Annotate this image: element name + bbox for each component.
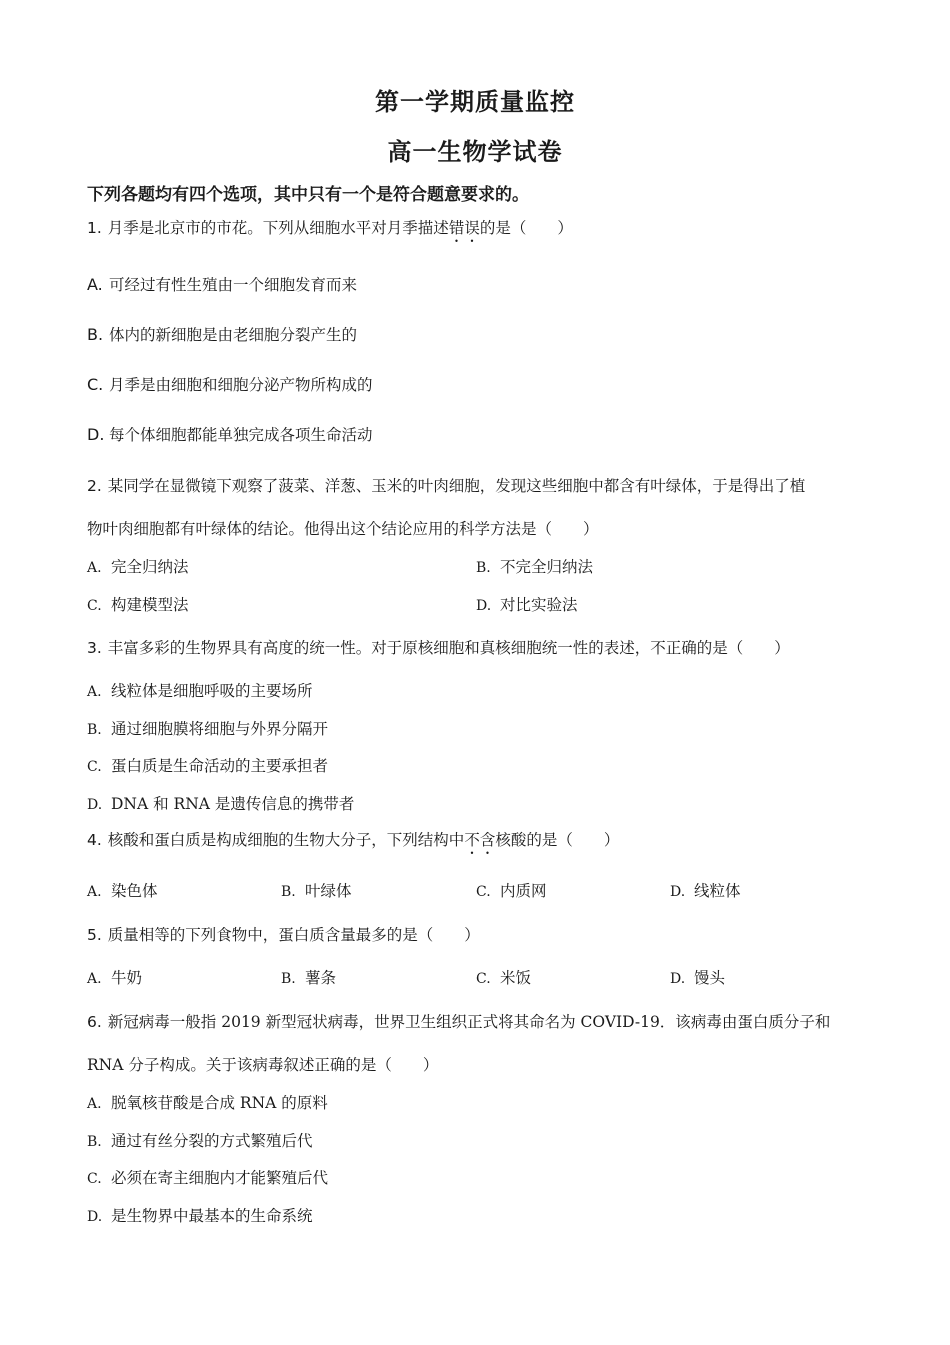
stem-text: 月季是北京市的市花。下列从细胞水平对月季描述	[107, 219, 449, 237]
question-5-stem	[87, 923, 480, 945]
option-text: 可经过有性生殖由一个细胞发育而来	[109, 276, 358, 294]
question-2-option-b[interactable]	[476, 555, 593, 577]
option-letter: C.	[87, 598, 102, 614]
option-text: 蛋白质是生命活动的主要承担者	[111, 757, 329, 775]
question-6-option-a[interactable]	[87, 1091, 328, 1113]
section-instructions: 下列各题均有四个选项，其中只有一个是符合题意要求的。	[87, 185, 529, 205]
option-letter: D.	[87, 425, 105, 444]
option-text: 线粒体是细胞呼吸的主要场所	[111, 682, 313, 700]
question-6-option-b[interactable]	[87, 1129, 313, 1151]
question-2-option-d[interactable]	[476, 593, 578, 615]
option-letter: B.	[87, 325, 104, 344]
question-4-option-b[interactable]	[281, 879, 352, 901]
question-5-option-c[interactable]	[476, 966, 531, 988]
option-text: 完全归纳法	[111, 558, 189, 576]
question-number: 1.	[87, 219, 102, 237]
option-text: 通过有丝分裂的方式繁殖后代	[111, 1132, 313, 1150]
emphasized-text: 错误	[448, 219, 480, 237]
option-text: 米饭	[500, 969, 532, 987]
stem-text: 新冠病毒一般指 2019 新型冠状病毒，世界卫生组织正式将其命名为 COVID-19．该病毒由蛋白质分子和	[107, 1013, 831, 1031]
option-letter: A.	[87, 884, 102, 900]
question-5-option-a[interactable]	[87, 966, 142, 988]
option-letter: D.	[87, 1209, 103, 1225]
stem-text: 某同学在显微镜下观察了菠菜、洋葱、玉米的叶肉细胞，发现这些细胞中都含有叶绿体，于是得出了植	[107, 477, 806, 495]
option-text: 内质网	[500, 882, 547, 900]
option-text: DNA 和 RNA 是遗传信息的携带者	[111, 795, 355, 813]
option-text: 线粒体	[694, 882, 741, 900]
option-letter: B.	[281, 884, 296, 900]
option-letter: A.	[87, 275, 103, 294]
option-letter: B.	[87, 722, 102, 738]
option-text: 体内的新细胞是由老细胞分裂产生的	[109, 326, 358, 344]
question-3-stem	[87, 636, 790, 658]
question-1-option-b[interactable]	[87, 323, 357, 345]
question-4-stem	[87, 828, 619, 858]
option-text: 构建模型法	[111, 596, 189, 614]
emphasized-text: 不含	[464, 831, 496, 849]
option-letter: D.	[670, 884, 686, 900]
question-3-option-c[interactable]	[87, 754, 328, 776]
question-number: 3.	[87, 639, 102, 657]
option-text: 牛奶	[111, 969, 143, 987]
option-text: 通过细胞膜将细胞与外界分隔开	[111, 720, 329, 738]
stem-text: 质量相等的下列食物中，蛋白质含量最多的是（ ）	[107, 926, 480, 944]
question-4-option-c[interactable]	[476, 879, 547, 901]
question-6-option-c[interactable]	[87, 1166, 328, 1188]
question-4-option-d[interactable]	[670, 879, 741, 901]
option-letter: C.	[87, 759, 102, 775]
option-text: 必须在寄主细胞内才能繁殖后代	[111, 1169, 329, 1187]
question-2-stem-line1	[87, 474, 805, 496]
exam-title: 第一学期质量监控	[375, 88, 575, 116]
question-number: 2.	[87, 477, 102, 495]
question-1-option-c[interactable]	[87, 373, 373, 395]
option-letter: C.	[476, 884, 491, 900]
question-1-stem	[87, 216, 573, 246]
question-2-option-a[interactable]	[87, 555, 189, 577]
question-3-option-d[interactable]	[87, 792, 354, 814]
option-letter: D.	[87, 797, 103, 813]
option-text: 不完全归纳法	[500, 558, 594, 576]
question-1-option-d[interactable]	[87, 423, 373, 445]
option-letter: C.	[476, 971, 491, 987]
option-letter: A.	[87, 684, 102, 700]
option-letter: B.	[476, 560, 491, 576]
question-6-stem-line2: RNA 分子构成。关于该病毒叙述正确的是（ ）	[87, 1056, 439, 1074]
option-letter: A.	[87, 560, 102, 576]
option-text: 脱氧核苷酸是合成 RNA 的原料	[111, 1094, 328, 1112]
option-letter: D.	[670, 971, 686, 987]
option-text: 对比实验法	[500, 596, 578, 614]
question-6-option-d[interactable]	[87, 1204, 313, 1226]
question-number: 5.	[87, 926, 102, 944]
question-6-stem-line1	[87, 1010, 830, 1032]
question-3-option-a[interactable]	[87, 679, 313, 701]
question-2-option-c[interactable]	[87, 593, 189, 615]
option-letter: B.	[281, 971, 296, 987]
exam-subtitle: 高一生物学试卷	[387, 138, 563, 166]
option-letter: C.	[87, 375, 104, 394]
stem-text: 丰富多彩的生物界具有高度的统一性。对于原核细胞和真核细胞统一性的表述，不正确的是（ ）	[107, 639, 790, 657]
option-letter: B.	[87, 1134, 102, 1150]
stem-text: 的是（ ）	[479, 219, 573, 237]
option-letter: A.	[87, 971, 102, 987]
option-text: 是生物界中最基本的生命系统	[111, 1207, 313, 1225]
question-5-option-d[interactable]	[670, 966, 725, 988]
option-text: 染色体	[111, 882, 158, 900]
option-letter: A.	[87, 1096, 102, 1112]
option-text: 叶绿体	[305, 882, 352, 900]
option-letter: D.	[476, 598, 492, 614]
question-3-option-b[interactable]	[87, 717, 328, 739]
option-text: 馒头	[694, 969, 726, 987]
option-text: 薯条	[305, 969, 337, 987]
question-4-option-a[interactable]	[87, 879, 158, 901]
stem-text: 核酸和蛋白质是构成细胞的生物大分子，下列结构中	[107, 831, 465, 849]
option-letter: C.	[87, 1171, 102, 1187]
option-text: 每个体细胞都能单独完成各项生命活动	[109, 426, 373, 444]
stem-text: 核酸的是（ ）	[495, 831, 620, 849]
question-2-stem-line2: 物叶肉细胞都有叶绿体的结论。他得出这个结论应用的科学方法是（ ）	[87, 520, 599, 538]
question-number: 4.	[87, 831, 102, 849]
question-5-option-b[interactable]	[281, 966, 336, 988]
question-number: 6.	[87, 1013, 102, 1031]
option-text: 月季是由细胞和细胞分泌产物所构成的	[109, 376, 373, 394]
question-1-option-a[interactable]	[87, 273, 357, 295]
